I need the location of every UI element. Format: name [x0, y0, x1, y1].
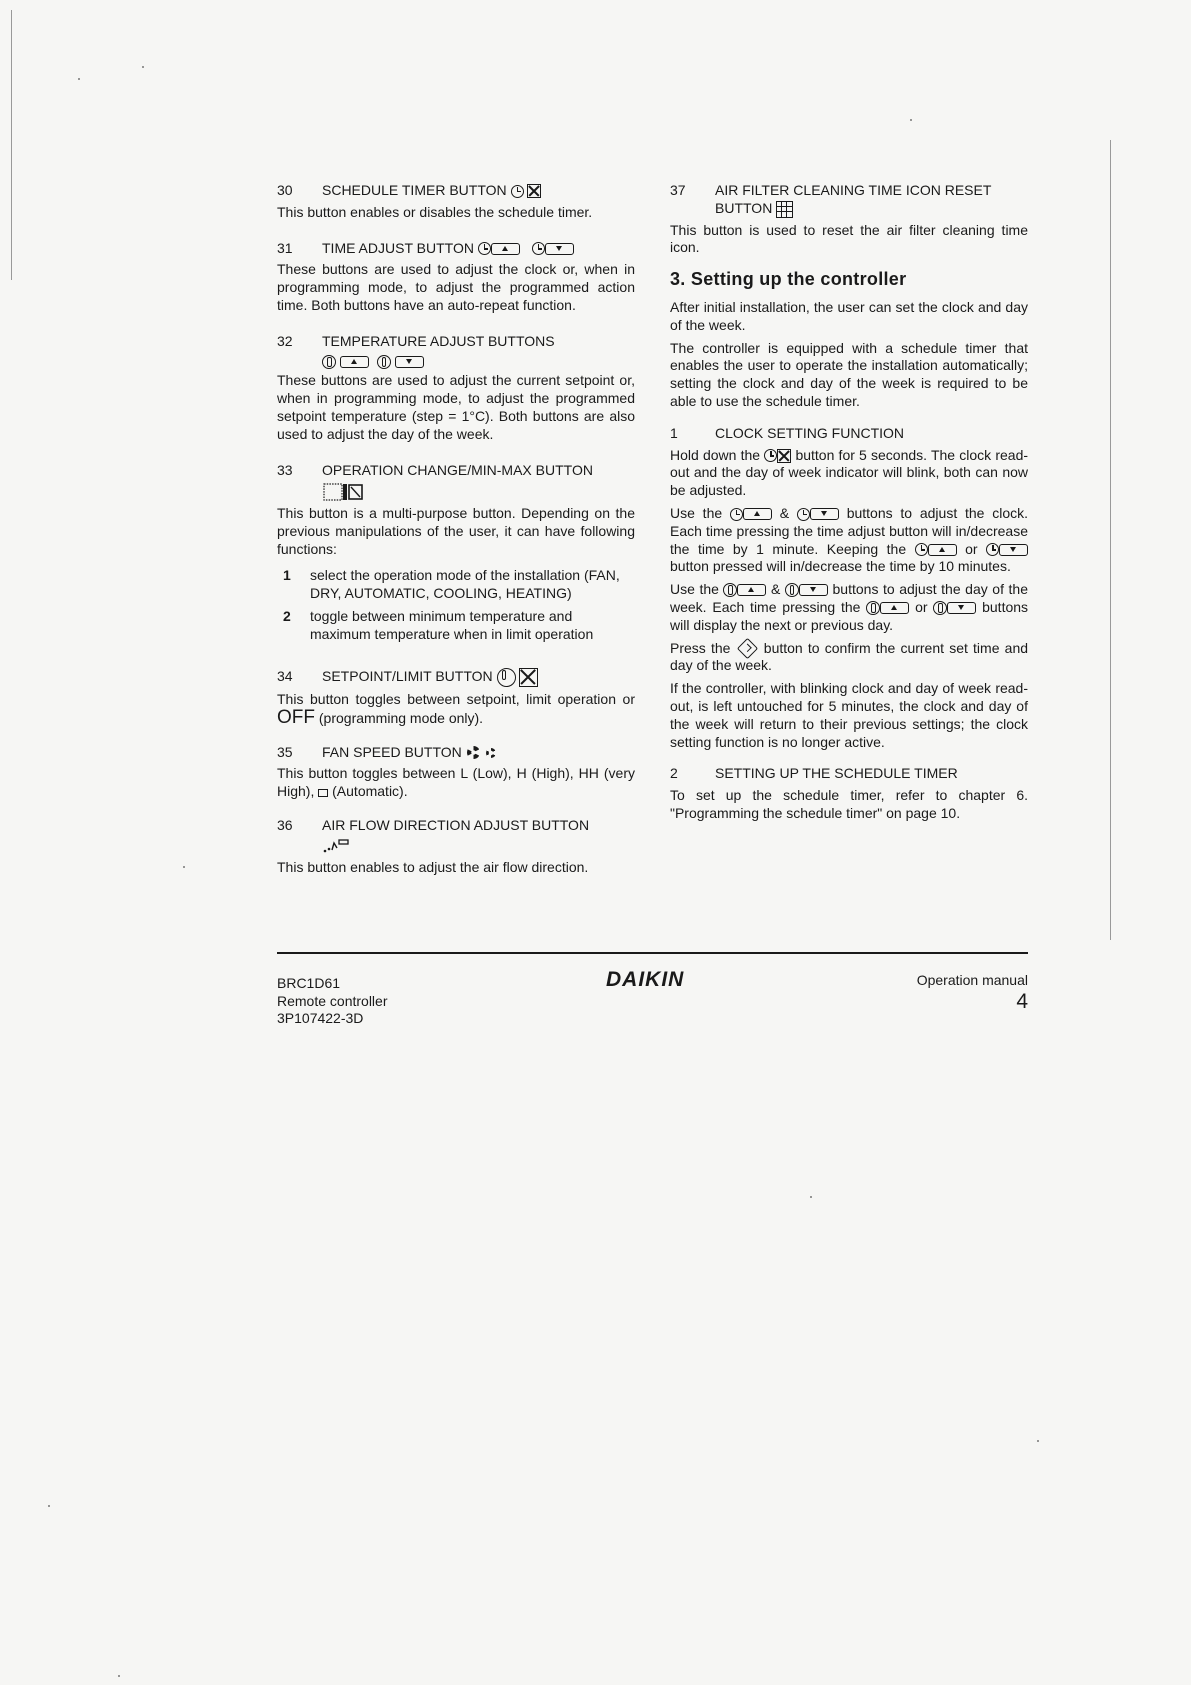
up-button-icon	[340, 356, 369, 368]
paragraph-text: Use the	[670, 581, 719, 598]
subsection-number: 1	[670, 424, 678, 441]
clock-icon	[511, 185, 524, 198]
clock-icon	[986, 543, 999, 556]
description-text: (programming mode only).	[318, 709, 484, 726]
scan-speck	[1037, 1440, 1039, 1442]
down-button-icon	[545, 243, 574, 255]
item-number: 32	[277, 332, 293, 349]
item-description: This button enables to adjust the air flow direction.	[277, 859, 589, 876]
down-button-icon	[947, 602, 976, 614]
up-button-icon	[880, 602, 909, 614]
list-text: select the operation mode of the installation (FAN, DRY, AUTOMATIC, COOLING, HEATING)	[310, 566, 620, 601]
paragraph-text: Press the	[670, 639, 731, 656]
item-heading	[277, 668, 635, 687]
item-description	[277, 691, 635, 728]
subsection-2	[670, 765, 1028, 822]
cross-box-icon	[777, 449, 791, 463]
scan-speck	[78, 78, 80, 80]
item-title: AIR FLOW DIRECTION ADJUST BUTTON	[322, 816, 590, 833]
icon-row	[277, 837, 635, 855]
item-number: 35	[277, 743, 293, 760]
up-button-icon	[743, 508, 772, 520]
item-title: SETPOINT/LIMIT BUTTON	[322, 668, 493, 685]
item-heading	[277, 333, 635, 351]
scan-margin-line-right	[1110, 140, 1111, 940]
item-title-line2: BUTTON	[715, 199, 773, 216]
item-heading	[277, 462, 635, 480]
filter-grid-icon	[776, 201, 793, 218]
function-list	[277, 567, 635, 644]
clock-icon	[797, 508, 810, 521]
subsection-title: CLOCK SETTING FUNCTION	[715, 424, 905, 441]
subsection-title: SETTING UP THE SCHEDULE TIMER	[715, 765, 958, 782]
subsection-paragraph: To set up the schedule timer, refer to chapter 6. "Programming the schedule timer" on page 10.	[670, 787, 1028, 821]
footer-code: 3P107422-3D	[277, 1010, 364, 1026]
auto-icon	[318, 789, 328, 797]
subsection-paragraph: If the controller, with blinking clock and day of week read-out, is left untouched for 5 minutes, the clock and day of the week will return to their previous settings; the clock setting function is no longer active.	[670, 680, 1028, 750]
item-description	[277, 765, 635, 801]
paragraph-text: Hold down the	[670, 446, 761, 463]
item-33	[277, 462, 635, 644]
item-title: TIME ADJUST BUTTON	[322, 239, 474, 256]
item-title: OPERATION CHANGE/MIN-MAX BUTTON	[322, 461, 593, 478]
item-36	[277, 817, 635, 877]
footer-product: Remote controller	[277, 992, 388, 1009]
paragraph-text: button pressed will in/decrease the time by 10 minutes.	[670, 558, 1011, 575]
thermometer-icon	[497, 668, 516, 687]
item-32	[277, 333, 635, 444]
thermometer-icon	[322, 355, 336, 369]
paragraph-text: buttons to adjust the clock. Each time pressing the time adjust button will in/decrease the time by 1 minute. Keeping the	[670, 504, 1029, 557]
item-title: FAN SPEED BUTTON	[322, 743, 462, 760]
right-column	[670, 182, 1028, 837]
up-button-icon	[491, 243, 520, 255]
confirm-icon	[737, 638, 758, 659]
item-35	[277, 744, 635, 801]
list-number: 2	[283, 608, 291, 625]
paragraph-text: buttons will display the next or previous day.	[670, 598, 1029, 633]
scan-speck	[183, 866, 185, 868]
subsection-number: 2	[670, 765, 678, 782]
footer-manual: Operation manual	[916, 972, 1028, 988]
thermometer-icon	[866, 601, 880, 615]
down-button-icon	[999, 544, 1028, 556]
icon-row	[277, 481, 635, 503]
up-button-icon	[737, 584, 766, 596]
paragraph-text: Use the	[670, 504, 723, 521]
fan-small-icon	[485, 747, 497, 759]
item-description: This button is a multi-purpose button. Depending on the previous manipulations of the user, it can have following functions:	[277, 505, 635, 557]
item-heading	[277, 182, 635, 200]
scan-speck	[810, 1196, 812, 1198]
icon-row	[277, 353, 635, 371]
brand-logo: DAIKIN	[606, 968, 685, 991]
down-button-icon	[810, 508, 839, 520]
item-34	[277, 668, 635, 728]
scan-margin-line	[11, 10, 12, 280]
clock-icon	[532, 242, 545, 255]
item-heading	[277, 240, 635, 258]
subsection-heading	[670, 425, 1028, 443]
section-title: 3. Setting up the controller	[670, 269, 907, 290]
item-title: AIR FILTER CLEANING TIME ICON RESET	[715, 182, 992, 198]
subsection-paragraph	[670, 447, 1028, 500]
fan-icon	[466, 745, 481, 760]
paragraph-text: button for 5 seconds. The clock read-out and the day of week indicator will blink, both can now be adjusted.	[670, 446, 1029, 499]
scan-speck	[142, 66, 144, 68]
scan-speck	[910, 119, 912, 121]
item-number: 34	[277, 667, 293, 684]
footer-rule	[277, 952, 1028, 954]
thermometer-icon	[377, 355, 391, 369]
scan-speck	[48, 1505, 50, 1507]
item-title: SCHEDULE TIMER BUTTON	[322, 182, 507, 198]
thermometer-icon	[723, 583, 737, 597]
paragraph-text: &	[771, 581, 781, 598]
item-number: 37	[670, 182, 686, 198]
item-number: 33	[277, 461, 293, 478]
cross-box-icon	[519, 668, 538, 687]
list-number: 1	[283, 566, 291, 583]
airflow-icon	[322, 837, 352, 855]
item-number: 31	[277, 239, 293, 256]
paragraph-text: button to confirm the current set time and day of the week.	[670, 639, 1029, 674]
subsection-heading	[670, 765, 1028, 783]
list-item	[277, 567, 635, 603]
description-text: (Automatic).	[332, 783, 408, 800]
paragraph-text: or	[915, 598, 928, 615]
item-37	[670, 182, 1028, 257]
item-title: TEMPERATURE ADJUST BUTTONS	[322, 332, 555, 349]
item-description: These buttons are used to adjust the current setpoint or, when in programming mode, to adjust the programmed setpoint temperature (step = 1°C). Both buttons are also used to adjust the day of the week.	[277, 372, 635, 442]
subsection-paragraph	[670, 640, 1028, 676]
item-number: 30	[277, 182, 293, 198]
item-number: 36	[277, 816, 293, 833]
item-31	[277, 240, 635, 315]
section-paragraph: The controller is equipped with a schedule timer that enables the user to operate the installation automatically; setting the clock and day of the week is required to be able to use the schedule timer.	[670, 339, 1028, 409]
item-description: This button is used to reset the air filter cleaning time icon.	[670, 221, 1028, 256]
item-heading	[277, 817, 635, 835]
list-text: toggle between minimum temperature and maximum temperature when in limit operation	[310, 608, 594, 643]
mode-minmax-icon	[322, 481, 380, 503]
item-30	[277, 182, 635, 222]
item-description: This button enables or disables the schedule timer.	[277, 203, 593, 220]
paragraph-text: buttons to adjust the day of the week. Each time pressing the	[670, 581, 1029, 615]
scan-speck	[118, 1675, 120, 1677]
footer-left	[277, 975, 388, 1028]
thermometer-icon	[933, 601, 947, 615]
footer-model: BRC1D61	[277, 975, 341, 991]
subsection-1	[670, 425, 1028, 752]
list-item	[277, 608, 635, 644]
cross-box-icon	[527, 184, 541, 198]
thermometer-icon	[785, 583, 799, 597]
page-number: 4	[1016, 990, 1028, 1013]
up-button-icon	[928, 544, 957, 556]
description-text: This button toggles between L (Low), H (High), HH (very High),	[277, 765, 635, 800]
item-heading	[277, 744, 635, 762]
off-label: OFF	[277, 706, 315, 728]
down-button-icon	[395, 356, 424, 368]
footer-right	[917, 972, 1028, 1014]
clock-icon	[764, 449, 777, 462]
down-button-icon	[799, 584, 828, 596]
section-paragraph: After initial installation, the user can set the clock and day of the week.	[670, 298, 1028, 333]
left-column	[277, 182, 635, 891]
description-text: This button toggles between setpoint, limit operation or	[277, 690, 635, 707]
paragraph-text: or	[965, 540, 978, 557]
item-heading	[670, 182, 1028, 218]
item-description: These buttons are used to adjust the clock or, when in programming mode, to adjust the programmed action time. Both buttons have an auto-repeat function.	[277, 261, 635, 313]
clock-icon	[730, 508, 743, 521]
clock-icon	[915, 543, 928, 556]
paragraph-text: &	[779, 504, 790, 521]
subsection-paragraph	[670, 505, 1028, 576]
clock-icon	[478, 242, 491, 255]
subsection-paragraph	[670, 581, 1028, 634]
